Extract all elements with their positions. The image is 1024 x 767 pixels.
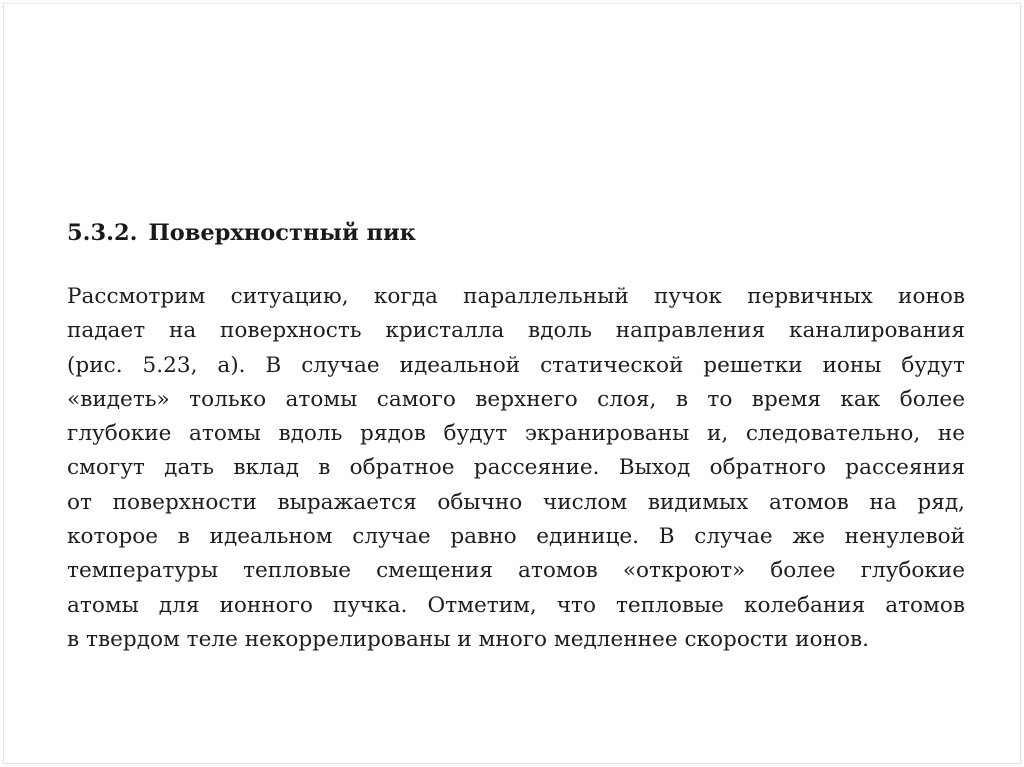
paragraph-line: (рис. 5.23, a). В случае идеальной статической решетки ионы будут	[67, 352, 965, 378]
paragraph-line: смогут дать вклад в обратное рассеяние. Выход обратного рассеяния	[67, 455, 965, 481]
paragraph-line: «видеть» только атомы самого верхнего слоя, в то время как более	[67, 386, 965, 412]
body-paragraph	[67, 280, 965, 657]
paragraph-line: от поверхности выражается обычно числом видимых атомов на ряд,	[67, 489, 965, 515]
section-heading	[67, 213, 416, 253]
paragraph-line: глубокие атомы вдоль рядов будут экранированы и, следовательно, не	[67, 421, 965, 447]
paragraph-line: температуры тепловые смещения атомов «откроют» более глубокие	[67, 558, 965, 584]
paragraph-line: Рассмотрим ситуацию, когда параллельный пучок первичных ионов	[67, 284, 965, 309]
paragraph-line: атомы для ионного пучка. Отметим, что тепловые колебания атомов	[67, 592, 965, 618]
paragraph-line: которое в идеальном случае равно единице. В случае же ненулевой	[67, 524, 965, 550]
section-title: Поверхностный пик	[148, 220, 416, 246]
paragraph-line: падает на поверхность кристалла вдоль направления каналирования	[67, 318, 965, 344]
paragraph-line: в твердом теле некоррелированы и много медленнее скорости ионов.	[67, 626, 869, 652]
section-number: 5.3.2.	[67, 220, 138, 246]
